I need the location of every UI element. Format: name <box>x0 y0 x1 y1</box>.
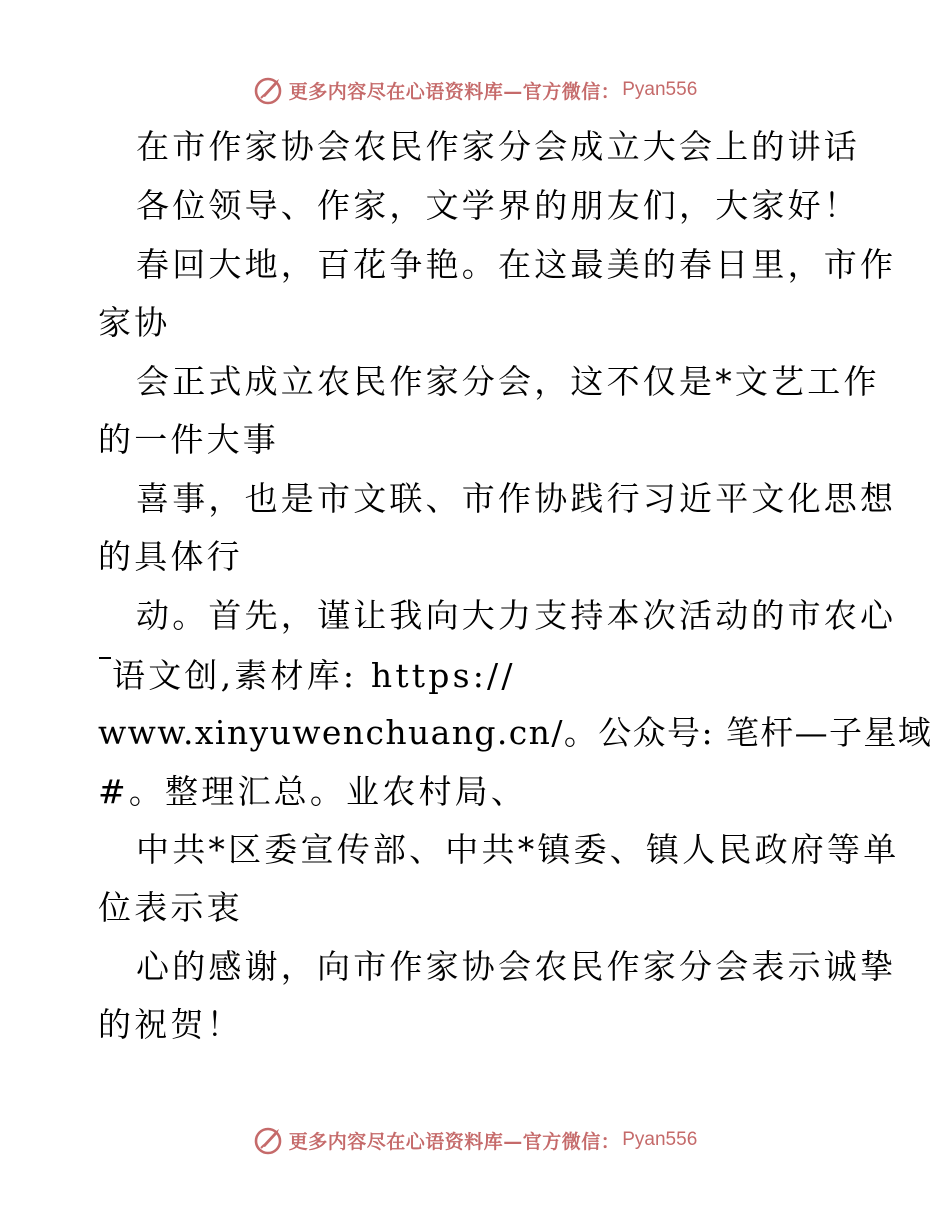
paragraph-line: 的一件大事 <box>98 420 279 459</box>
paragraph-line: 语文创,素材库: https:// <box>112 656 516 695</box>
paragraph-line: #。整理汇总。业农村局、 <box>98 772 528 811</box>
footer-watermark-banner <box>0 1120 950 1160</box>
banner-text: 更多内容尽在心语资料库—官方微信： <box>288 80 621 103</box>
paragraph-line: 喜事，也是市文联、市作协践行习近平文化思想 <box>136 479 897 518</box>
banner-wechat-id: Pyan556 <box>622 79 698 100</box>
stray-mark <box>99 657 111 659</box>
quill-logo-icon <box>253 1124 285 1156</box>
paragraph-line: 心的感谢，向市作家协会农民作家分会表示诚挚 <box>136 947 897 986</box>
paragraph-line: 位表示衷 <box>98 888 243 927</box>
paragraph-line: 的祝贺！ <box>98 1005 243 1044</box>
paragraph-line: 的具体行 <box>98 537 243 576</box>
paragraph-line: 动。首先，谨让我向大力支持本次活动的市农心 <box>136 596 897 635</box>
paragraph-line: 春回大地，百花争艳。在这最美的春日里，市作 <box>136 245 897 284</box>
banner-wechat-id: Pyan556 <box>622 1129 698 1150</box>
paragraph-line: 家协 <box>98 303 171 342</box>
header-watermark-banner <box>0 70 950 110</box>
paragraph-line: www.xinyuwenchuang.cn/。公众号: 笔杆—子星域 <box>98 713 933 752</box>
paragraph-line: 会正式成立农民作家分会，这不仅是*文艺工作 <box>136 362 880 401</box>
paragraph-line: 各位领导、作家，文学界的朋友们，大家好！ <box>136 186 860 225</box>
banner-text: 更多内容尽在心语资料库—官方微信： <box>288 1130 621 1153</box>
document-title: 在市作家协会农民作家分会成立大会上的讲话 <box>136 127 860 166</box>
paragraph-line: 中共*区委宣传部、中共*镇委、镇人民政府等单 <box>136 830 900 869</box>
quill-logo-icon <box>253 74 285 106</box>
